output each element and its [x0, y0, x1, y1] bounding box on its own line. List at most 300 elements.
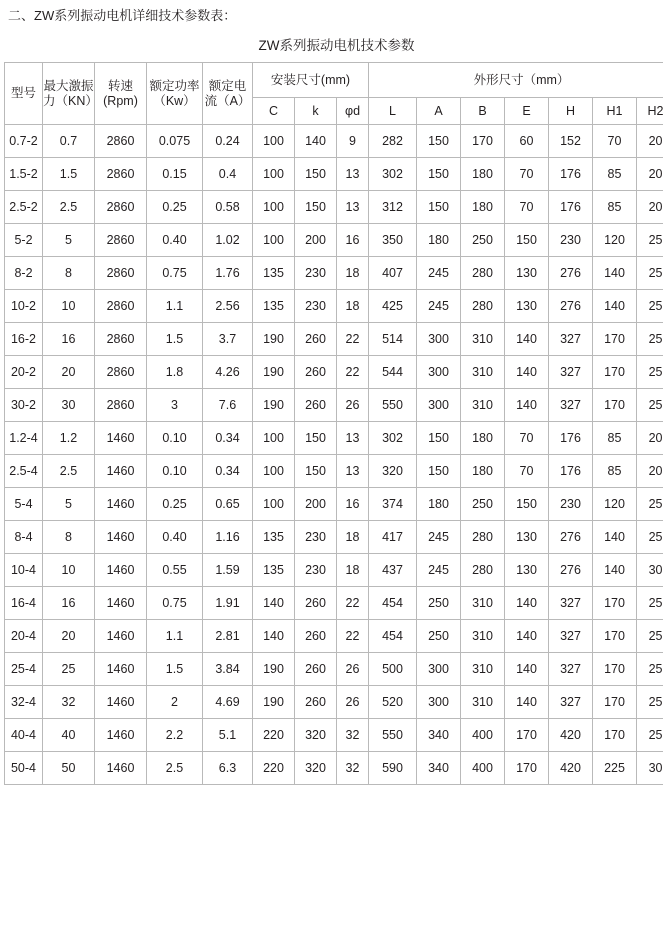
header-col-phid: φd — [337, 98, 369, 125]
table-row — [5, 653, 663, 686]
section-heading: 二、ZW系列振动电机详细技术参数表： — [8, 8, 237, 23]
cell-speed: 2860 — [95, 356, 147, 389]
cell-current: 4.69 — [203, 686, 253, 719]
cell-H2: 20 — [637, 455, 663, 488]
cell-k: 260 — [295, 620, 337, 653]
cell-B: 180 — [461, 158, 505, 191]
cell-H: 327 — [549, 323, 593, 356]
cell-current: 2.81 — [203, 620, 253, 653]
cell-B: 310 — [461, 389, 505, 422]
cell-model: 32-4 — [5, 686, 43, 719]
table-row — [5, 488, 663, 521]
table-row — [5, 422, 663, 455]
cell-force: 20 — [43, 356, 95, 389]
cell-H: 276 — [549, 521, 593, 554]
cell-L: 590 — [369, 752, 417, 785]
cell-d: 16 — [337, 224, 369, 257]
header-col-A: A — [417, 98, 461, 125]
cell-speed: 1460 — [95, 620, 147, 653]
cell-d: 32 — [337, 719, 369, 752]
cell-power: 0.25 — [147, 191, 203, 224]
cell-C: 135 — [253, 521, 295, 554]
cell-E: 140 — [505, 620, 549, 653]
cell-L: 302 — [369, 422, 417, 455]
cell-d: 16 — [337, 488, 369, 521]
cell-power: 1.5 — [147, 653, 203, 686]
cell-current: 0.65 — [203, 488, 253, 521]
cell-model: 30-2 — [5, 389, 43, 422]
cell-H: 327 — [549, 356, 593, 389]
cell-speed: 1460 — [95, 455, 147, 488]
cell-model: 16-4 — [5, 587, 43, 620]
cell-B: 310 — [461, 323, 505, 356]
cell-H2: 25 — [637, 257, 663, 290]
cell-H: 176 — [549, 455, 593, 488]
cell-d: 13 — [337, 455, 369, 488]
cell-model: 20-4 — [5, 620, 43, 653]
cell-C: 100 — [253, 488, 295, 521]
cell-H2: 25 — [637, 323, 663, 356]
cell-L: 544 — [369, 356, 417, 389]
cell-H: 230 — [549, 224, 593, 257]
cell-L: 425 — [369, 290, 417, 323]
header-mounting-text: 安装尺寸(mm) — [270, 72, 351, 87]
cell-L: 520 — [369, 686, 417, 719]
cell-speed: 1460 — [95, 422, 147, 455]
cell-model: 10-4 — [5, 554, 43, 587]
header-model — [5, 63, 43, 125]
cell-E: 70 — [505, 455, 549, 488]
cell-E: 170 — [505, 752, 549, 785]
cell-force: 50 — [43, 752, 95, 785]
cell-B: 400 — [461, 719, 505, 752]
cell-force: 32 — [43, 686, 95, 719]
table-row — [5, 224, 663, 257]
header-col-H1: H1 — [593, 98, 637, 125]
cell-H: 176 — [549, 191, 593, 224]
cell-C: 135 — [253, 554, 295, 587]
cell-A: 300 — [417, 356, 461, 389]
cell-d: 18 — [337, 290, 369, 323]
table-row — [5, 455, 663, 488]
table-row — [5, 323, 663, 356]
cell-speed: 1460 — [95, 587, 147, 620]
cell-H1: 225 — [593, 752, 637, 785]
cell-k: 150 — [295, 422, 337, 455]
cell-power: 0.25 — [147, 488, 203, 521]
header-rated-power-text: 额定功率（Kw） — [149, 78, 200, 108]
cell-B: 310 — [461, 587, 505, 620]
cell-E: 70 — [505, 422, 549, 455]
cell-d: 22 — [337, 620, 369, 653]
table-row — [5, 125, 663, 158]
table-row — [5, 389, 663, 422]
cell-current: 5.1 — [203, 719, 253, 752]
cell-H1: 170 — [593, 323, 637, 356]
cell-H2: 25 — [637, 356, 663, 389]
cell-H: 176 — [549, 422, 593, 455]
header-speed — [95, 63, 147, 125]
cell-C: 220 — [253, 719, 295, 752]
cell-power: 0.10 — [147, 422, 203, 455]
cell-H1: 170 — [593, 686, 637, 719]
cell-power: 0.075 — [147, 125, 203, 158]
cell-E: 150 — [505, 224, 549, 257]
cell-C: 190 — [253, 686, 295, 719]
cell-E: 150 — [505, 488, 549, 521]
cell-current: 0.34 — [203, 455, 253, 488]
cell-d: 26 — [337, 653, 369, 686]
cell-H2: 25 — [637, 653, 663, 686]
cell-L: 550 — [369, 719, 417, 752]
cell-H1: 140 — [593, 554, 637, 587]
cell-H2: 20 — [637, 191, 663, 224]
table-header-group-row — [5, 63, 663, 98]
cell-H1: 170 — [593, 587, 637, 620]
cell-speed: 1460 — [95, 488, 147, 521]
cell-speed: 2860 — [95, 158, 147, 191]
cell-A: 300 — [417, 389, 461, 422]
cell-d: 9 — [337, 125, 369, 158]
table-row — [5, 752, 663, 785]
cell-H: 176 — [549, 158, 593, 191]
cell-k: 230 — [295, 521, 337, 554]
cell-d: 26 — [337, 389, 369, 422]
cell-k: 320 — [295, 752, 337, 785]
cell-d: 18 — [337, 554, 369, 587]
header-max-force-text: 最大激振力（KN） — [43, 78, 98, 108]
cell-C: 135 — [253, 257, 295, 290]
cell-H2: 25 — [637, 620, 663, 653]
cell-current: 4.26 — [203, 356, 253, 389]
cell-B: 400 — [461, 752, 505, 785]
cell-speed: 2860 — [95, 290, 147, 323]
cell-E: 60 — [505, 125, 549, 158]
cell-model: 2.5-4 — [5, 455, 43, 488]
cell-B: 180 — [461, 422, 505, 455]
table-row — [5, 356, 663, 389]
cell-power: 0.40 — [147, 521, 203, 554]
cell-H2: 25 — [637, 587, 663, 620]
cell-L: 312 — [369, 191, 417, 224]
header-col-H: H — [549, 98, 593, 125]
cell-E: 130 — [505, 257, 549, 290]
cell-k: 260 — [295, 587, 337, 620]
cell-force: 8 — [43, 521, 95, 554]
cell-speed: 2860 — [95, 125, 147, 158]
cell-current: 1.76 — [203, 257, 253, 290]
cell-model: 1.2-4 — [5, 422, 43, 455]
cell-model: 40-4 — [5, 719, 43, 752]
cell-speed: 2860 — [95, 191, 147, 224]
table-row — [5, 290, 663, 323]
cell-force: 16 — [43, 323, 95, 356]
cell-E: 140 — [505, 389, 549, 422]
cell-L: 550 — [369, 389, 417, 422]
cell-H1: 140 — [593, 521, 637, 554]
cell-B: 310 — [461, 356, 505, 389]
cell-k: 230 — [295, 290, 337, 323]
cell-H: 327 — [549, 587, 593, 620]
cell-force: 5 — [43, 224, 95, 257]
cell-H: 276 — [549, 554, 593, 587]
cell-E: 140 — [505, 686, 549, 719]
cell-force: 1.2 — [43, 422, 95, 455]
cell-model: 5-4 — [5, 488, 43, 521]
cell-k: 260 — [295, 653, 337, 686]
cell-A: 245 — [417, 257, 461, 290]
cell-H2: 25 — [637, 521, 663, 554]
spec-table — [4, 62, 663, 785]
cell-H1: 85 — [593, 158, 637, 191]
cell-B: 310 — [461, 653, 505, 686]
cell-A: 150 — [417, 455, 461, 488]
cell-L: 454 — [369, 587, 417, 620]
cell-k: 140 — [295, 125, 337, 158]
cell-L: 437 — [369, 554, 417, 587]
cell-force: 16 — [43, 587, 95, 620]
cell-B: 180 — [461, 191, 505, 224]
cell-H: 420 — [549, 752, 593, 785]
cell-force: 40 — [43, 719, 95, 752]
cell-E: 140 — [505, 587, 549, 620]
header-col-L: L — [369, 98, 417, 125]
cell-d: 18 — [337, 521, 369, 554]
cell-H: 327 — [549, 620, 593, 653]
cell-E: 130 — [505, 521, 549, 554]
header-col-C: C — [253, 98, 295, 125]
cell-force: 20 — [43, 620, 95, 653]
cell-C: 140 — [253, 587, 295, 620]
cell-d: 32 — [337, 752, 369, 785]
cell-C: 190 — [253, 356, 295, 389]
cell-H1: 70 — [593, 125, 637, 158]
cell-speed: 1460 — [95, 521, 147, 554]
cell-speed: 2860 — [95, 257, 147, 290]
cell-H: 420 — [549, 719, 593, 752]
cell-B: 310 — [461, 620, 505, 653]
cell-k: 150 — [295, 455, 337, 488]
cell-A: 150 — [417, 191, 461, 224]
cell-L: 454 — [369, 620, 417, 653]
cell-model: 1.5-2 — [5, 158, 43, 191]
cell-B: 280 — [461, 290, 505, 323]
cell-H: 327 — [549, 686, 593, 719]
cell-L: 282 — [369, 125, 417, 158]
cell-speed: 2860 — [95, 224, 147, 257]
cell-L: 500 — [369, 653, 417, 686]
cell-E: 140 — [505, 653, 549, 686]
cell-A: 250 — [417, 587, 461, 620]
cell-speed: 1460 — [95, 719, 147, 752]
cell-current: 1.59 — [203, 554, 253, 587]
table-row — [5, 620, 663, 653]
cell-L: 407 — [369, 257, 417, 290]
cell-C: 100 — [253, 455, 295, 488]
header-outline-dimensions — [369, 63, 663, 98]
table-title: ZW系列振动电机技术参数 — [258, 38, 415, 53]
cell-B: 180 — [461, 455, 505, 488]
cell-speed: 2860 — [95, 323, 147, 356]
cell-H2: 25 — [637, 290, 663, 323]
cell-E: 140 — [505, 356, 549, 389]
table-row — [5, 521, 663, 554]
cell-C: 190 — [253, 389, 295, 422]
cell-force: 30 — [43, 389, 95, 422]
cell-k: 260 — [295, 356, 337, 389]
cell-E: 130 — [505, 290, 549, 323]
cell-force: 2.5 — [43, 455, 95, 488]
table-row — [5, 554, 663, 587]
cell-C: 140 — [253, 620, 295, 653]
cell-E: 130 — [505, 554, 549, 587]
cell-current: 1.16 — [203, 521, 253, 554]
cell-H2: 20 — [637, 125, 663, 158]
cell-L: 350 — [369, 224, 417, 257]
cell-power: 2.2 — [147, 719, 203, 752]
cell-model: 20-2 — [5, 356, 43, 389]
cell-power: 0.15 — [147, 158, 203, 191]
cell-B: 310 — [461, 686, 505, 719]
cell-H1: 85 — [593, 455, 637, 488]
cell-model: 2.5-2 — [5, 191, 43, 224]
cell-H: 327 — [549, 389, 593, 422]
cell-H2: 30 — [637, 554, 663, 587]
cell-A: 150 — [417, 422, 461, 455]
cell-B: 280 — [461, 521, 505, 554]
header-max-force — [43, 63, 98, 125]
cell-B: 170 — [461, 125, 505, 158]
cell-current: 7.6 — [203, 389, 253, 422]
cell-power: 0.75 — [147, 587, 203, 620]
table-body — [5, 125, 663, 785]
cell-power: 0.40 — [147, 224, 203, 257]
header-model-text: 型号 — [10, 86, 36, 100]
cell-A: 180 — [417, 488, 461, 521]
cell-k: 260 — [295, 323, 337, 356]
cell-d: 13 — [337, 191, 369, 224]
cell-A: 340 — [417, 752, 461, 785]
table-row — [5, 587, 663, 620]
cell-H2: 25 — [637, 719, 663, 752]
cell-power: 3 — [147, 389, 203, 422]
cell-force: 2.5 — [43, 191, 95, 224]
cell-A: 300 — [417, 686, 461, 719]
cell-A: 250 — [417, 620, 461, 653]
cell-model: 5-2 — [5, 224, 43, 257]
cell-power: 0.10 — [147, 455, 203, 488]
cell-current: 0.24 — [203, 125, 253, 158]
cell-force: 0.7 — [43, 125, 95, 158]
cell-model: 0.7-2 — [5, 125, 43, 158]
cell-H2: 25 — [637, 488, 663, 521]
cell-L: 417 — [369, 521, 417, 554]
header-rated-current — [203, 63, 253, 125]
cell-C: 190 — [253, 323, 295, 356]
cell-H1: 170 — [593, 356, 637, 389]
cell-current: 0.58 — [203, 191, 253, 224]
cell-model: 8-2 — [5, 257, 43, 290]
cell-H: 276 — [549, 257, 593, 290]
cell-d: 18 — [337, 257, 369, 290]
cell-L: 374 — [369, 488, 417, 521]
header-mounting-dimensions — [253, 63, 369, 98]
cell-k: 150 — [295, 158, 337, 191]
cell-A: 340 — [417, 719, 461, 752]
cell-H2: 25 — [637, 389, 663, 422]
header-col-H2: H2 — [637, 98, 663, 125]
cell-C: 100 — [253, 422, 295, 455]
cell-H2: 20 — [637, 158, 663, 191]
cell-force: 10 — [43, 290, 95, 323]
cell-H: 152 — [549, 125, 593, 158]
cell-power: 0.75 — [147, 257, 203, 290]
table-row — [5, 686, 663, 719]
cell-E: 140 — [505, 323, 549, 356]
cell-B: 280 — [461, 554, 505, 587]
cell-A: 150 — [417, 158, 461, 191]
cell-d: 26 — [337, 686, 369, 719]
cell-model: 50-4 — [5, 752, 43, 785]
cell-speed: 1460 — [95, 752, 147, 785]
cell-C: 100 — [253, 125, 295, 158]
cell-k: 150 — [295, 191, 337, 224]
cell-current: 0.4 — [203, 158, 253, 191]
cell-current: 3.84 — [203, 653, 253, 686]
cell-model: 16-2 — [5, 323, 43, 356]
cell-A: 180 — [417, 224, 461, 257]
cell-L: 302 — [369, 158, 417, 191]
cell-H1: 170 — [593, 653, 637, 686]
cell-H2: 30 — [637, 752, 663, 785]
cell-model: 10-2 — [5, 290, 43, 323]
cell-force: 8 — [43, 257, 95, 290]
table-row — [5, 158, 663, 191]
cell-k: 260 — [295, 389, 337, 422]
cell-current: 1.02 — [203, 224, 253, 257]
cell-A: 245 — [417, 290, 461, 323]
cell-A: 300 — [417, 323, 461, 356]
cell-force: 1.5 — [43, 158, 95, 191]
cell-H1: 170 — [593, 719, 637, 752]
cell-force: 25 — [43, 653, 95, 686]
cell-H1: 85 — [593, 191, 637, 224]
cell-H1: 85 — [593, 422, 637, 455]
table-row — [5, 719, 663, 752]
cell-H: 230 — [549, 488, 593, 521]
cell-H1: 120 — [593, 488, 637, 521]
cell-C: 190 — [253, 653, 295, 686]
table-row — [5, 191, 663, 224]
cell-current: 3.7 — [203, 323, 253, 356]
cell-C: 220 — [253, 752, 295, 785]
cell-H2: 25 — [637, 224, 663, 257]
cell-power: 1.8 — [147, 356, 203, 389]
cell-C: 100 — [253, 158, 295, 191]
cell-E: 170 — [505, 719, 549, 752]
cell-power: 1.1 — [147, 290, 203, 323]
header-outline-text: 外形尺寸（mm） — [473, 72, 570, 87]
cell-L: 320 — [369, 455, 417, 488]
header-speed-text: 转速(Rpm) — [103, 78, 138, 108]
cell-current: 6.3 — [203, 752, 253, 785]
cell-H: 327 — [549, 653, 593, 686]
cell-model: 25-4 — [5, 653, 43, 686]
cell-d: 13 — [337, 158, 369, 191]
cell-speed: 1460 — [95, 554, 147, 587]
cell-k: 320 — [295, 719, 337, 752]
cell-H2: 20 — [637, 422, 663, 455]
